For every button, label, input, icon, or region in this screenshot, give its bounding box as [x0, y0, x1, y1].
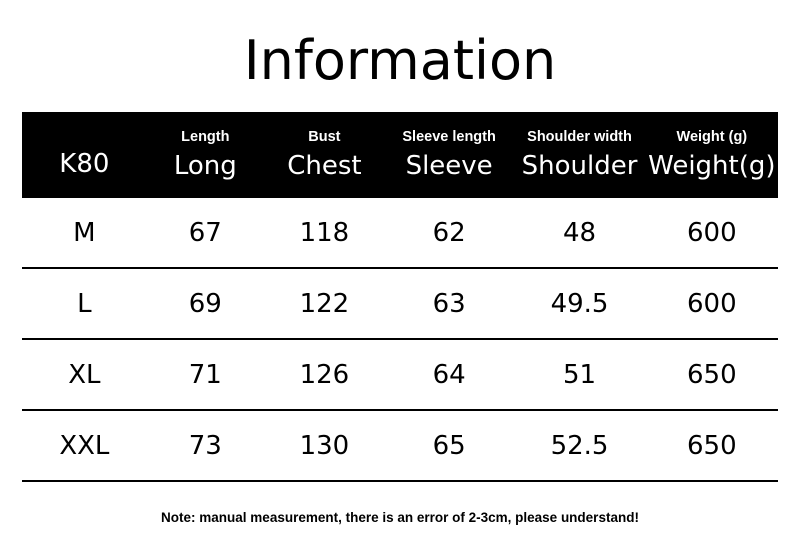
header-cell-bust — [264, 112, 385, 198]
cell-bust: 130 — [264, 410, 385, 481]
header-main-label-weight: Weight(g) — [648, 150, 776, 181]
cell-shoulder: 51 — [513, 339, 645, 410]
header-cell-length — [147, 112, 264, 198]
cell-sleeve: 63 — [385, 268, 514, 339]
header-main-label-sleeve: Sleeve — [405, 150, 493, 181]
header-sub-label-bust: Bust — [308, 128, 341, 145]
header-sub-label-sleeve: Sleeve length — [402, 128, 496, 145]
cell-size: XL — [22, 339, 147, 410]
cell-shoulder: 52.5 — [513, 410, 645, 481]
cell-length: 67 — [147, 198, 264, 268]
cell-size: M — [22, 198, 147, 268]
table-header — [22, 112, 778, 198]
table-row — [22, 268, 778, 339]
header-cell-size — [22, 112, 147, 198]
cell-sleeve: 62 — [385, 198, 514, 268]
header-row — [22, 112, 778, 198]
table-row — [22, 410, 778, 481]
cell-weight: 600 — [646, 198, 778, 268]
cell-shoulder: 49.5 — [513, 268, 645, 339]
cell-shoulder: 48 — [513, 198, 645, 268]
cell-bust: 122 — [264, 268, 385, 339]
measurement-note: Note: manual measurement, there is an error of 2-3cm, please understand! — [161, 510, 639, 525]
cell-bust: 126 — [264, 339, 385, 410]
cell-length: 69 — [147, 268, 264, 339]
header-cell-sleeve — [385, 112, 514, 198]
cell-weight: 650 — [646, 339, 778, 410]
table-body — [22, 198, 778, 481]
header-sub-label-length: Length — [181, 128, 230, 145]
cell-size: XXL — [22, 410, 147, 481]
header-cell-weight — [646, 112, 778, 198]
cell-weight: 600 — [646, 268, 778, 339]
cell-sleeve: 65 — [385, 410, 514, 481]
cell-bust: 118 — [264, 198, 385, 268]
size-table-container — [0, 112, 800, 482]
header-main-label-bust: Chest — [287, 150, 362, 181]
cell-weight: 650 — [646, 410, 778, 481]
size-table — [22, 112, 778, 482]
cell-size: L — [22, 268, 147, 339]
header-cell-shoulder — [513, 112, 645, 198]
table-row — [22, 339, 778, 410]
cell-length: 71 — [147, 339, 264, 410]
header-sub-label-weight: Weight (g) — [676, 128, 748, 145]
header-sub-label-shoulder: Shoulder width — [527, 128, 632, 145]
page-title: Information — [243, 29, 557, 92]
header-main-label-size: K80 — [59, 148, 110, 179]
header-main-label-shoulder: Shoulder — [521, 150, 638, 181]
table-row — [22, 198, 778, 268]
cell-length: 73 — [147, 410, 264, 481]
cell-sleeve: 64 — [385, 339, 514, 410]
header-main-label-length: Long — [173, 150, 237, 181]
